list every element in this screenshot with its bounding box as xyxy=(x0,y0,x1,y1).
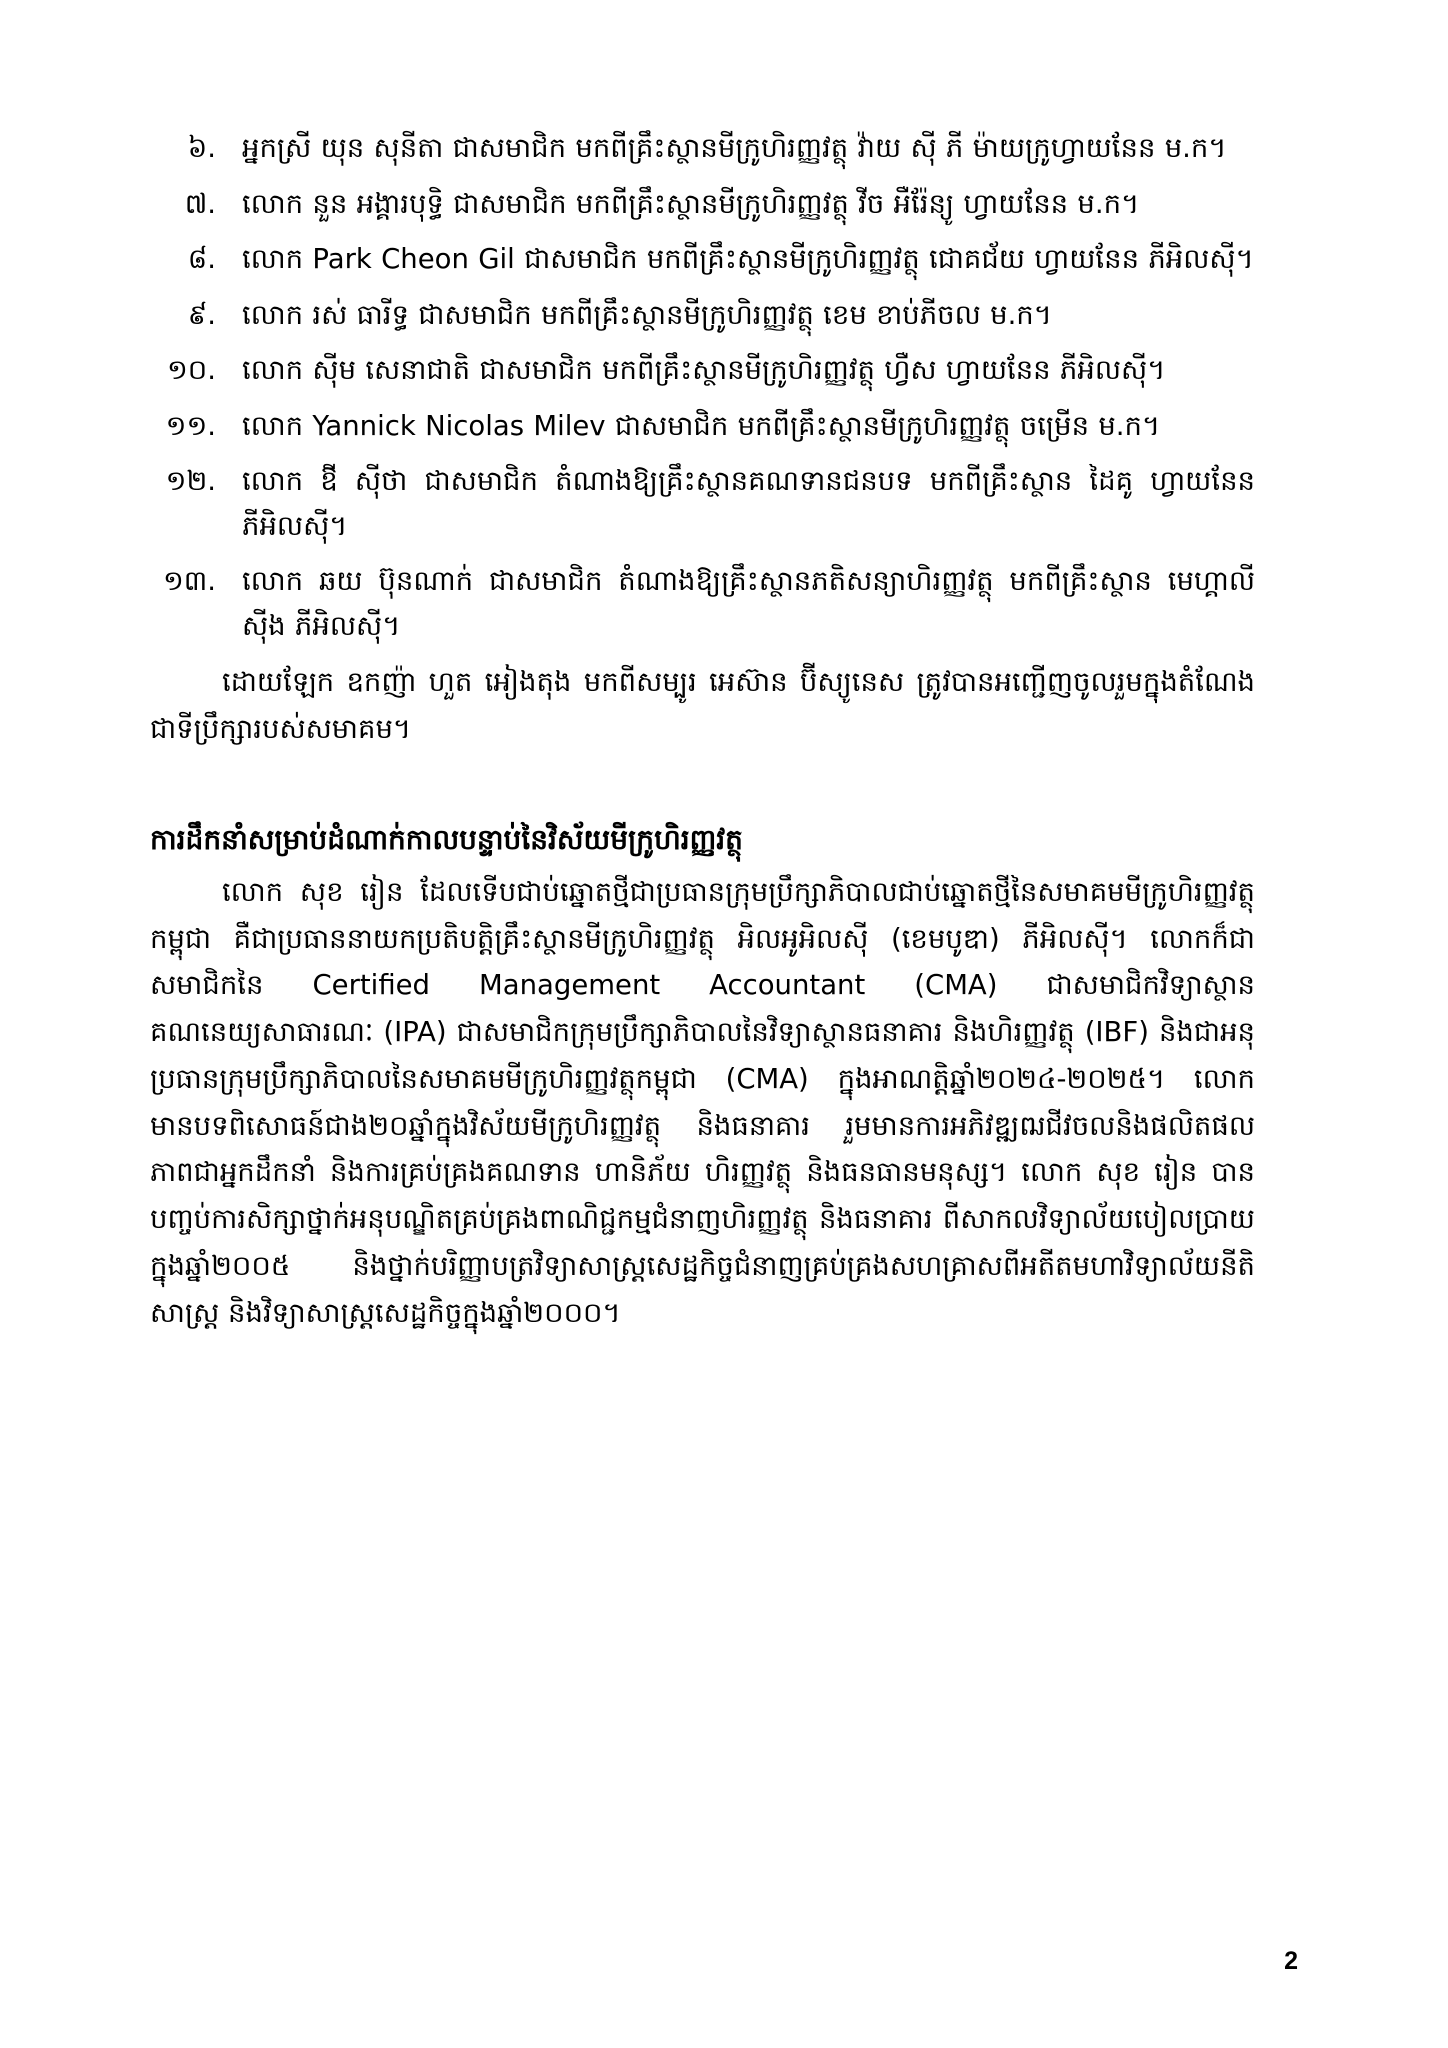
list-item-marker: ១៣. xyxy=(162,565,216,598)
list-item-marker: ១២. xyxy=(165,465,216,498)
list-item-text: លោក Park Cheon Gil ជាសមាជិក មកពីគ្រឹះស្ថានមីក្រូហិរញ្ញវត្ថុ ជោគជ័យ ហ្វាយនែន ភីអិលស៊ី។ xyxy=(242,243,1254,276)
list-item-text: លោក Yannick Nicolas Milev ជាសមាជិក មកពីគ្រឹះស្ថានមីក្រូហិរញ្ញវត្ថុ ចម្រើន ម.ក។ xyxy=(242,409,1161,442)
list-item xyxy=(150,126,1255,171)
list-item xyxy=(150,237,1255,282)
list-item-marker: ១១. xyxy=(165,409,216,442)
section-heading: ការដឹកនាំសម្រាប់ដំណាក់កាលបន្ទាប់នៃវិស័យមីក្រូហិរញ្ញវត្ថុ xyxy=(150,822,743,856)
list-item xyxy=(150,182,1255,227)
list-item-text: លោក ឱី ស៊ីថា ជាសមាជិក តំណាងឱ្យគ្រឹះស្ថានគណទានជនបទ មកពីគ្រឹះស្ថាន ដៃគូ ហ្វាយនែន ភីអិលស៊ី។ xyxy=(242,465,1255,542)
list-item-text: អ្នកស្រី យុន សុនីតា ជាសមាជិក មកពីគ្រឹះស្ថានមីក្រូហិរញ្ញវត្ថុ វ៉ាយ ស៊ី ភី ម៉ាយក្រូហ្វាយនែន ម.ក។ xyxy=(242,132,1227,164)
closing-paragraph: ដោយឡែក ឧកញ៉ា ហួត អៀងតុង មកពីសម្បូរ អេស៊ាន ប៊ីស្យូនេស ត្រូវបានអញ្ជើញចូលរួមក្នុងតំណែងជាទីប្រឹក្សារបស់សមាគម។ xyxy=(150,666,1255,746)
list-item xyxy=(150,559,1255,648)
list-item-marker: ១០. xyxy=(166,354,216,387)
board-member-list xyxy=(150,126,1255,648)
list-item xyxy=(150,348,1255,393)
page-number: 2 xyxy=(1284,1947,1298,1975)
list-item-text: លោក ស៊ីម សេនាជាតិ ជាសមាជិក មកពីគ្រឹះស្ថានមីក្រូហិរញ្ញវត្ថុ ហ្វឺស ហ្វាយនែន ភីអិលស៊ី។ xyxy=(242,354,1166,387)
list-item xyxy=(150,459,1255,548)
list-item-marker: ៨. xyxy=(187,243,216,276)
list-item-text: លោក រស់ ធារីទ្ធ ជាសមាជិក មកពីគ្រឹះស្ថានមីក្រូហិរញ្ញវត្ថុ ខេម ខាប់ភីចល ម.ក។ xyxy=(242,298,1052,331)
page-content xyxy=(150,126,1255,1336)
list-item xyxy=(150,293,1255,338)
list-item xyxy=(150,404,1255,449)
list-item-marker: ៧. xyxy=(184,187,216,220)
list-item-text: លោក ឆយ ប៊ុនណាក់ ជាសមាជិក តំណាងឱ្យគ្រឹះស្ថានភតិសន្យាហិរញ្ញវត្ថុ មកពីគ្រឹះស្ថាន មេហ្គាលីស៊ីង ភីអិលស៊ី។ xyxy=(242,565,1255,642)
list-item-marker: ៩. xyxy=(187,298,216,331)
list-item-text: លោក នួន អង្គារបុទ្ធិ ជាសមាជិក មកពីគ្រឹះស្ថានមីក្រូហិរញ្ញវត្ថុ វីច អឺរ៉ែន្យូ ហ្វាយនែន ម.ក។ xyxy=(242,187,1140,220)
section-body-paragraph: លោក សុខ រៀន ដែលទើបជាប់ឆ្នោតថ្មីជាប្រធានក្រុមប្រឹក្សាភិបាលជាប់ឆ្នោតថ្មីនៃសមាគមមីក្រូហិរញ្ញវត្ថុកម្ពុជា គឺជាប្រធាននាយកប្រតិបត្តិគ្រឹះស្ថានមីក្រូហិរញ្ញវត្ថុ អិលអូអិលស៊ី (ខេមបូឌា) ភីអិលស៊ី។ លោកក៏ជាសមាជិកនៃ Certified Management Accountant (CMA) ជាសមាជិកវិទ្យាស្ថានគណនេយ្យសាធារណៈ (IPA) ជាសមាជិកក្រុមប្រឹក្សាភិបាលនៃវិទ្យាស្ថានធនាគារ និងហិរញ្ញវត្ថុ (IBF) និងជាអនុប្រធានក្រុមប្រឹក្សាភិបាលនៃសមាគមមីក្រូហិរញ្ញវត្ថុកម្ពុជា (CMA) ក្នុងអាណត្តិឆ្នាំ២០២៤-២០២៥។ លោកមានបទពិសោធន៍ជាង២០ឆ្នាំក្នុងវិស័យមីក្រូហិរញ្ញវត្ថុ និងធនាគារ រួមមានការអភិវឌ្ឍឍជីវចលនិងផលិតផល ភាពជាអ្នកដឹកនាំ និងការគ្រប់គ្រងគណទាន ហានិភ័យ ហិរញ្ញវត្ថុ និងធនធានមនុស្ស។ លោក សុខ រៀន បានបញ្ចប់ការសិក្សាថ្នាក់អនុបណ្ឌិតគ្រប់គ្រងពាណិជ្ជកម្មជំនាញហិរញ្ញវត្ថុ និងធនាគារ ពីសាកលវិទ្យាល័យបៀលប្រាយក្នុងឆ្នាំ២០០៥ និងថ្នាក់បរិញ្ញាបត្រវិទ្យាសាស្ត្រសេដ្ឋកិច្ចជំនាញគ្រប់គ្រងសហគ្រាសពីអតីតមហាវិទ្យាល័យនីតិសាស្ត្រ និងវិទ្យាសាស្ត្រសេដ្ឋកិច្ចក្នុងឆ្នាំ២០០០។ xyxy=(150,875,1255,1329)
list-item-marker: ៦. xyxy=(187,132,216,164)
